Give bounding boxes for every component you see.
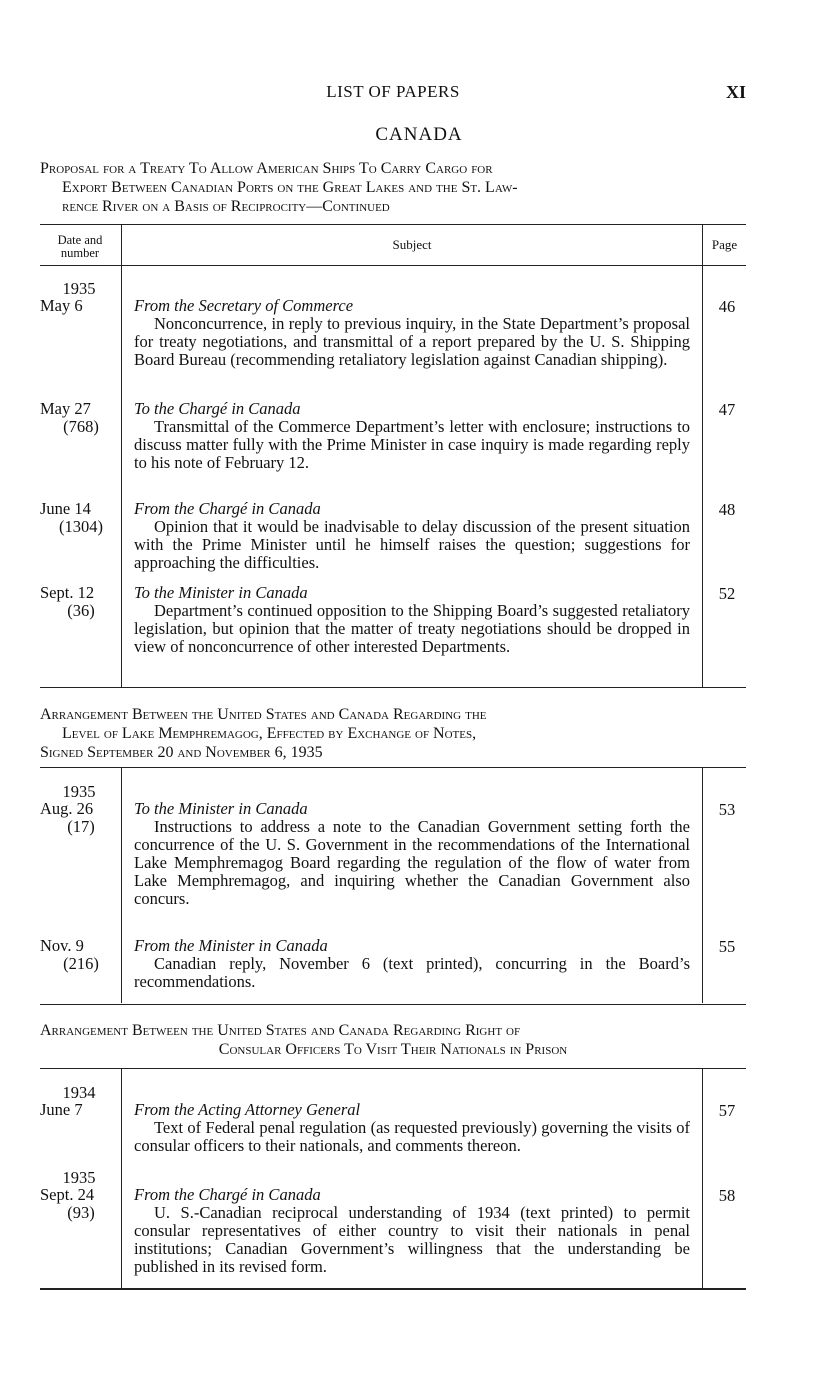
section-title-line: Export Between Canadian Ports on the Great Lakes and the St. Law- [62,179,518,196]
entry-text: Transmittal of the Commerce Department’s letter with enclosure; instructions to discuss matter fully with the Prime Minister in case inquiry is made regarding reply to his note of February 12. [134,417,690,472]
entry-number: (17) [67,817,95,836]
column-divider [702,224,703,687]
entry-text: Canadian reply, November 6 (text printed), concurring in the Board’s recommendations. [134,954,690,991]
entry-correspondent: To the Minister in Canada [134,799,308,818]
running-head [40,82,746,104]
section-title [40,159,746,216]
entry-subject [134,584,690,656]
entry-date: Sept. 12 (36) [40,584,118,620]
section-title-line: Signed September 20 and November 6, 1935 [40,744,323,761]
table-rule [40,687,746,688]
entry-text: Nonconcurrence, in reply to previous inquiry, in the State Department’s proposal for treaty negotiations, and transmittal of a report prepared by the U. S. Shipping Board Bureau (recommending retaliatory legislation against Canadian shipping). [134,314,690,369]
entry-subject [134,1186,690,1276]
entry-correspondent: From the Minister in Canada [134,936,328,955]
entry-subject [134,400,690,472]
column-divider [121,1068,122,1288]
entry-text: Instructions to address a note to the Canadian Government setting forth the concurrence of the U. S. Government in the recommendations of the International Lake Memphremagog Board regarding the regulation of the flow of water from Lake Memphremagog, and inquiring whether the Canadian Government also concurs. [134,817,690,908]
entry-subject [134,500,690,572]
entry-year: 1934 [62,1083,96,1102]
entry-subject [134,800,690,908]
entry-page: 48 [718,500,736,519]
entry-date: Sept. 24 (93) [40,1186,118,1222]
country-heading: CANADA [375,124,463,145]
entry-page: 52 [718,584,736,603]
entry-correspondent: From the Chargé in Canada [134,499,321,518]
running-head-title: LIST OF PAPERS [326,82,460,101]
table-rule [40,1004,746,1005]
entry-correspondent: From the Chargé in Canada [134,1185,321,1204]
entry-page: 55 [718,937,736,956]
column-divider [121,767,122,1003]
entry-text: Text of Federal penal regulation (as requested previously) governing the visits of consular officers to their nationals, and comments thereon. [134,1118,690,1155]
entry-subject [134,297,690,369]
entry-page: 46 [718,297,736,316]
section-title [40,1021,746,1059]
entry-text: Department’s continued opposition to the Shipping Board’s suggested retaliatory legislation, but opinion that the matter of treaty negotiations should be dropped in view of nonconcurrence of other interested Departments. [134,601,690,656]
table-rule [40,767,746,768]
entry-number: (1304) [59,517,103,536]
entry-date: Nov. 9 (216) [40,937,118,973]
entry-page: 58 [718,1186,736,1205]
entry-year: 1935 [62,279,96,298]
section-title-line: Proposal for a Treaty To Allow American Ships To Carry Cargo for [40,160,493,177]
entry-subject [134,1101,690,1155]
section-title-line: Arrangement Between the United States and Canada Regarding Right of [40,1022,521,1039]
entry-text: U. S.-Canadian reciprocal understanding of 1934 (text printed) to permit consular representatives of either country to visit their nationals in penal institutions; Canadian Government’s willingness that the understanding be published in its revised form. [134,1203,690,1276]
column-divider [702,767,703,1003]
column-header-page: Page [711,237,738,252]
entry-page: 47 [718,400,736,419]
section-title [40,705,746,762]
entry-correspondent: To the Minister in Canada [134,583,308,602]
entry-number: (93) [67,1203,95,1222]
entry-number: (768) [63,417,99,436]
entry-correspondent: From the Acting Attorney General [134,1100,361,1119]
table-rule [40,1288,746,1290]
entry-number: (36) [67,601,95,620]
entry-page: 57 [718,1101,736,1120]
table-rule [40,224,746,225]
entry-number: (216) [63,954,99,973]
table-rule [40,1068,746,1069]
entry-date: May 6 [40,296,83,315]
entry-year: 1935 [62,782,96,801]
entry-date: June 14 (1304) [40,500,118,536]
section-title-line: Arrangement Between the United States and Canada Regarding the [40,706,487,723]
entry-correspondent: To the Chargé in Canada [134,399,301,418]
page-number: XI [725,82,746,102]
table-rule [40,265,746,266]
entry-text: Opinion that it would be inadvisable to delay discussion of the present situation with the Prime Minister until he himself raises the question; suggestions for approaching the difficulties. [134,517,690,572]
entry-subject [134,937,690,991]
section-title-line: rence River on a Basis of Reciprocity—Continued [62,198,390,215]
entry-page: 53 [718,800,736,819]
entry-correspondent: From the Secretary of Commerce [134,296,354,315]
entry-date: June 7 [40,1100,83,1119]
entry-date: May 27 (768) [40,400,118,436]
section-title-line: Consular Officers To Visit Their Nationals in Prison [218,1041,568,1058]
entry-year: 1935 [62,1168,96,1187]
column-header-date: Date and number [57,233,103,260]
column-divider [702,1068,703,1288]
column-header-subject: Subject [392,237,432,252]
entry-date: Aug. 26 (17) [40,800,118,836]
column-divider [121,224,122,687]
section-title-line: Level of Lake Memphremagog, Effected by Exchange of Notes, [62,725,477,742]
